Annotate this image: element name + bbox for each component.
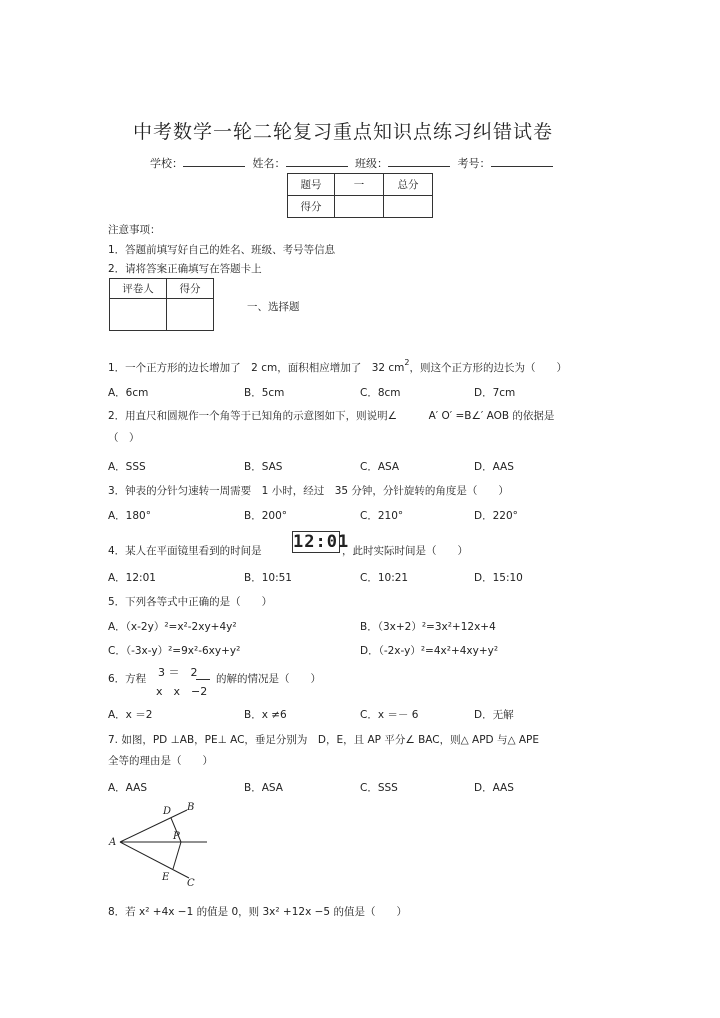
question-6-stem-tail: 的解的情况是（ ） (216, 673, 321, 685)
question-4-stem-tail: ，此时实际时间是（ ） (342, 545, 468, 557)
equation-denominator: x x −2 (156, 685, 208, 698)
question-5-option-b[interactable]: B．（3x+2）²=3x²+12x+4 (360, 621, 496, 633)
question-2-option-d[interactable]: D．AAS (474, 461, 514, 473)
notice-heading: 注意事项： (108, 224, 161, 236)
question-8-stem: 8．若 x² +4x −1 的值是 0，则 3x² +12x −5 的值是（ ） (108, 906, 407, 918)
question-4-stem: 4．某人在平面镜里看到的时间是 (108, 545, 262, 557)
score-header-part1: 一 (335, 174, 384, 196)
question-3-stem: 3．钟表的分针匀速转一周需要 1 小时，经过 35 分钟，分针旋转的角度是（ ） (108, 485, 509, 497)
question-1-option-b[interactable]: B．5cm (244, 387, 285, 399)
name-field[interactable] (286, 155, 348, 167)
school-label: 学校： (150, 157, 183, 170)
name-label: 姓名： (252, 157, 286, 170)
question-1-option-a[interactable]: A．6cm (108, 387, 149, 399)
score-cell-total[interactable] (384, 196, 433, 218)
fraction-bar (196, 679, 210, 680)
question-1-option-d[interactable]: D．7cm (474, 387, 516, 399)
grader-score-cell[interactable] (167, 299, 214, 331)
question-7-stem-line2: 全等的理由是（ ） (108, 755, 213, 767)
mirror-clock-image: 12:01 (293, 532, 350, 552)
score-header-number: 题号 (288, 174, 335, 196)
label-p: P (173, 831, 180, 842)
question-6-option-c[interactable]: C．x ＝－ 6 (360, 709, 419, 721)
exam-number-label: 考号： (457, 157, 491, 170)
question-5-stem: 5．下列各等式中正确的是（ ） (108, 596, 273, 608)
line-pe (173, 842, 181, 869)
question-4-option-d[interactable]: D．15:10 (474, 572, 523, 584)
student-info-row (150, 155, 557, 171)
class-field[interactable] (388, 155, 450, 167)
question-2-option-c[interactable]: C．ASA (360, 461, 400, 473)
question-2-option-a[interactable]: A．SSS (108, 461, 146, 473)
question-7-option-d[interactable]: D．AAS (474, 782, 514, 794)
score-header-total: 总分 (384, 174, 433, 196)
question-7-option-a[interactable]: A．AAS (108, 782, 148, 794)
grader-table (109, 278, 214, 331)
label-e: E (162, 872, 170, 883)
label-d: D (163, 806, 172, 817)
question-2-stem: 2．用直尺和圆规作一个角等于已知角的示意图如下，则说明∠ A′ O′ =B∠′ AOB 的依据是 (108, 410, 555, 422)
notice-item-1: 1．答题前填写好自己的姓名、班级、考号等信息 (108, 244, 336, 256)
question-7-option-c[interactable]: C．SSS (360, 782, 398, 794)
question-6-stem: 6．方程 (108, 673, 147, 685)
score-table (287, 173, 433, 218)
question-4-option-b[interactable]: B．10:51 (244, 572, 292, 584)
question-3-option-d[interactable]: D．220° (474, 510, 518, 522)
notice-item-2: 2．请将答案正确填写在答题卡上 (108, 263, 262, 275)
question-6-option-d[interactable]: D．无解 (474, 709, 514, 721)
score-row-label: 得分 (288, 196, 335, 218)
question-3-option-c[interactable]: C．210° (360, 510, 404, 522)
school-field[interactable] (183, 155, 245, 167)
question-2-stem-line2: （ ） (108, 432, 140, 444)
grader-header: 评卷人 (110, 279, 167, 299)
question-1-option-c[interactable]: C．8cm (360, 387, 401, 399)
grader-score-header: 得分 (167, 279, 214, 299)
question-5-option-a[interactable]: A．（x-2y）²=x²-2xy+4y² (108, 621, 237, 633)
line-ac (120, 842, 189, 878)
exam-number-field[interactable] (491, 155, 553, 167)
question-4-option-a[interactable]: A．12:01 (108, 572, 156, 584)
question-3-option-a[interactable]: A．180° (108, 510, 151, 522)
score-cell-part1[interactable] (335, 196, 384, 218)
label-a: A (109, 837, 117, 848)
geometry-figure (105, 798, 215, 888)
equation-numerator: 3 ＝ 2 (158, 666, 198, 679)
label-b: B (187, 802, 195, 813)
label-c: C (187, 878, 195, 888)
question-4-option-c[interactable]: C．10:21 (360, 572, 409, 584)
question-7-option-b[interactable]: B．ASA (244, 782, 283, 794)
page-title: 中考数学一轮二轮复习重点知识点练习纠错试卷 (133, 121, 554, 143)
question-5-option-d[interactable]: D．（-2x-y）²=4x²+4xy+y² (360, 645, 499, 657)
grader-cell[interactable] (110, 299, 167, 331)
section-title: 一、选择题 (247, 301, 300, 313)
class-label: 班级： (355, 157, 388, 170)
question-5-option-c[interactable]: C．（-3x-y）²=9x²-6xy+y² (108, 645, 241, 657)
question-2-option-b[interactable]: B．SAS (244, 461, 283, 473)
question-6-option-b[interactable]: B．x ≠6 (244, 709, 287, 721)
question-7-stem: 7. 如图，PD ⊥AB，PE⊥ AC，垂足分别为 D，E，且 AP 平分∠ BAC，则△ APD 与△ APE (108, 734, 540, 746)
question-1-stem: 1．一个正方形的边长增加了 2 cm，面积相应增加了 32 $cm^2$，则这个正方形的边长为（ ） (108, 358, 567, 374)
question-6-option-a[interactable]: A．x ＝2 (108, 709, 153, 721)
question-3-option-b[interactable]: B．200° (244, 510, 287, 522)
